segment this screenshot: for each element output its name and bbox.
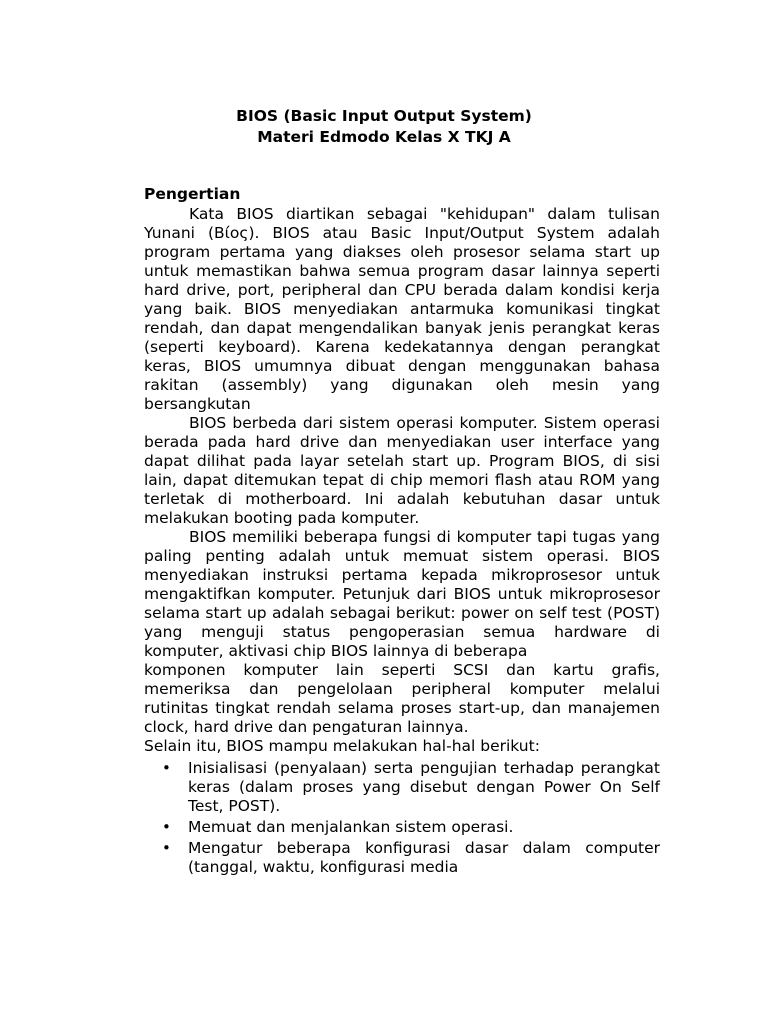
list-item xyxy=(162,818,660,837)
title-line-1: BIOS (Basic Input Output System) xyxy=(236,107,532,125)
document-body xyxy=(144,205,660,879)
document-title xyxy=(0,106,768,148)
paragraph-3: BIOS memiliki beberapa fungsi di komputer tapi tugas yang paling penting adalah untuk memuat sistem operasi. BIOS menyediakan instruksi pertama kepada mikroprosesor untuk mengaktifkan komputer. Petunjuk dari BIOS untuk mikroprosesor selama start up adalah sebagai berikut: power on self test (POST) yang menguji status pengoperasian semua hardware di komputer, aktivasi chip BIOS lainnya di beberapa xyxy=(144,528,660,660)
list-item-text: Mengatur beberapa konfigurasi dasar dalam computer (tanggal, waktu, konfigurasi media xyxy=(188,839,660,876)
section-heading: Pengertian xyxy=(144,185,241,203)
list-item xyxy=(162,839,660,877)
paragraph-4: komponen komputer lain seperti SCSI dan kartu grafis, memeriksa dan pengelolaan peripheral komputer melalui rutinitas tingkat rendah selama proses start-up, dan manajemen clock, hard drive dan pengaturan lainnya. xyxy=(144,661,660,736)
list-item-text: Memuat dan menjalankan sistem operasi. xyxy=(188,818,514,836)
paragraph-2: BIOS berbeda dari sistem operasi komputer. Sistem operasi berada pada hard drive dan menyediakan user interface yang dapat dilihat pada layar setelah start up. Program BIOS, di sisi lain, dapat ditemukan tepat di chip memori flash atau ROM yang terletak di motherboard. Ini adalah kebutuhan dasar untuk melakukan booting pada komputer. xyxy=(144,414,660,527)
bullet-icon: • xyxy=(162,759,171,777)
list-item-text: Inisialisasi (penyalaan) serta pengujian terhadap perangkat keras (dalam proses yang disebut dengan Power On Self Test, POST). xyxy=(188,759,660,815)
bullet-list xyxy=(144,759,660,877)
paragraph-5: Selain itu, BIOS mampu melakukan hal-hal berikut: xyxy=(144,737,540,755)
paragraph-1: Kata BIOS diartikan sebagai "kehidupan" dalam tulisan Yunani (Βίος). BIOS atau Basic Input/Output System adalah program pertama yang diakses oleh prosesor selama start up untuk memastikan bahwa semua program dasar lainnya seperti hard drive, port, peripheral dan CPU berada dalam kondisi kerja yang baik. BIOS menyediakan antarmuka komunikasi tingkat rendah, dan dapat mengendalikan banyak jenis perangkat keras (seperti keyboard). Karena kedekatannya dengan perangkat keras, BIOS umumnya dibuat dengan menggunakan bahasa rakitan (assembly) yang digunakan oleh mesin yang bersangkutan xyxy=(144,205,660,413)
bullet-icon: • xyxy=(162,818,171,836)
title-line-2: Materi Edmodo Kelas X TKJ A xyxy=(257,128,511,146)
list-item xyxy=(162,759,660,816)
bullet-icon: • xyxy=(162,839,171,857)
